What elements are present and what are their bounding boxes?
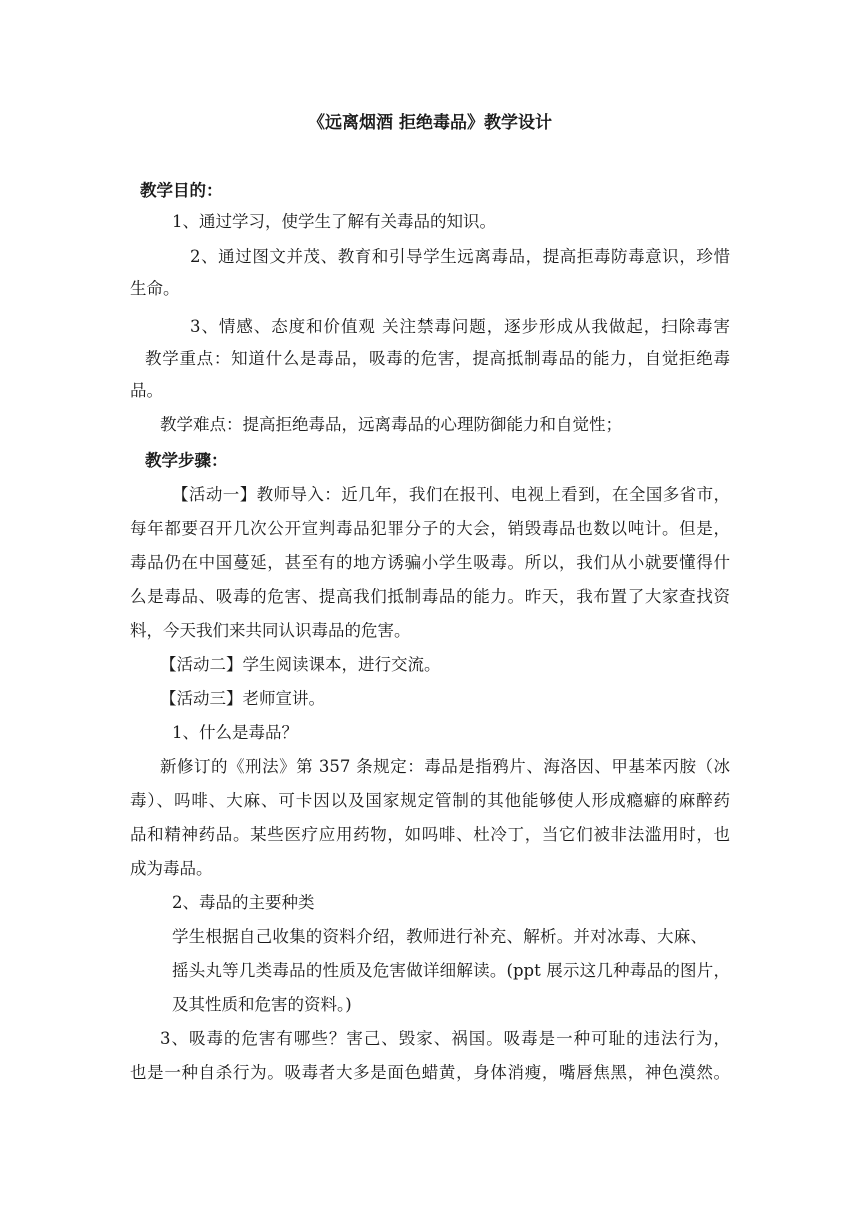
paragraph-line: 3、吸毒的危害有哪些？害己、毁家、祸国。吸毒是一种可耻的违法行为，: [160, 1029, 730, 1048]
paragraph-line: 毒品仍在中国蔓延，甚至有的地方诱骗小学生吸毒。所以，我们从小就要懂得什: [130, 553, 730, 572]
paragraph-line: 学生根据自己收集的资料介绍，教师进行补充、解析。并对冰毒、大麻、: [172, 927, 707, 946]
paragraph-line: 3、情感、态度和价值观 关注禁毒问题，逐步形成从我做起，扫除毒害: [190, 317, 730, 336]
paragraph-line: 教学重点：知道什么是毒品，吸毒的危害，提高抵制毒品的能力，自觉拒绝毒: [145, 349, 730, 368]
paragraph-line: 摇头丸等几类毒品的性质及危害做详细解读。(ppt 展示这几种毒品的图片，: [172, 961, 730, 980]
paragraph-line: 料，今天我们来共同认识毒品的危害。: [130, 621, 411, 640]
paragraph-line: 新修订的《刑法》第 357 条规定：毒品是指鸦片、海洛因、甲基苯丙胺（冰: [160, 757, 730, 776]
paragraph-line: 【活动二】学生阅读课本，进行交流。: [160, 655, 441, 674]
heading-objectives: 教学目的：: [140, 181, 223, 200]
paragraph-line: 生命。: [130, 279, 180, 298]
paragraph-line: 教学难点：提高拒绝毒品，远离毒品的心理防御能力和自觉性；: [160, 415, 622, 434]
paragraph-line: 2、毒品的主要种类: [172, 893, 315, 912]
paragraph-line: 品和精神药品。某些医疗应用药物，如吗啡、杜冷丁，当它们被非法滥用时，也: [130, 825, 730, 844]
paragraph-line: 2、通过图文并茂、教育和引导学生远离毒品，提高拒毒防毒意识，珍惜: [190, 247, 730, 266]
paragraph-line: 也是一种自杀行为。吸毒者大多是面色蜡黄，身体消瘦，嘴唇焦黑，神色漠然。: [130, 1063, 730, 1082]
document-title: 《远离烟酒 拒绝毒品》教学设计: [308, 113, 552, 133]
paragraph-line: 每年都要召开几次公开宣判毒品犯罪分子的大会，销毁毒品也数以吨计。但是，: [130, 519, 730, 538]
paragraph-line: 毒）、吗啡、大麻、可卡因以及国家规定管制的其他能够使人形成瘾癖的麻醉药: [130, 791, 730, 810]
heading-steps: 教学步骤：: [145, 451, 228, 470]
paragraph-line: 及其性质和危害的资料。): [172, 995, 352, 1014]
paragraph-line: 1、什么是毒品？: [172, 723, 298, 742]
paragraph-line: 成为毒品。: [130, 859, 213, 878]
paragraph-line: 品。: [130, 381, 163, 400]
paragraph-line: 么是毒品、吸毒的危害、提高我们抵制毒品的能力。昨天，我布置了大家查找资: [130, 587, 730, 606]
paragraph-line: 【活动三】老师宣讲。: [160, 689, 325, 708]
paragraph-line: 【活动一】教师导入：近几年，我们在报刊、电视上看到，在全国多省市，: [172, 485, 730, 504]
paragraph-line: 1、通过学习，使学生了解有关毒品的知识。: [172, 212, 496, 231]
